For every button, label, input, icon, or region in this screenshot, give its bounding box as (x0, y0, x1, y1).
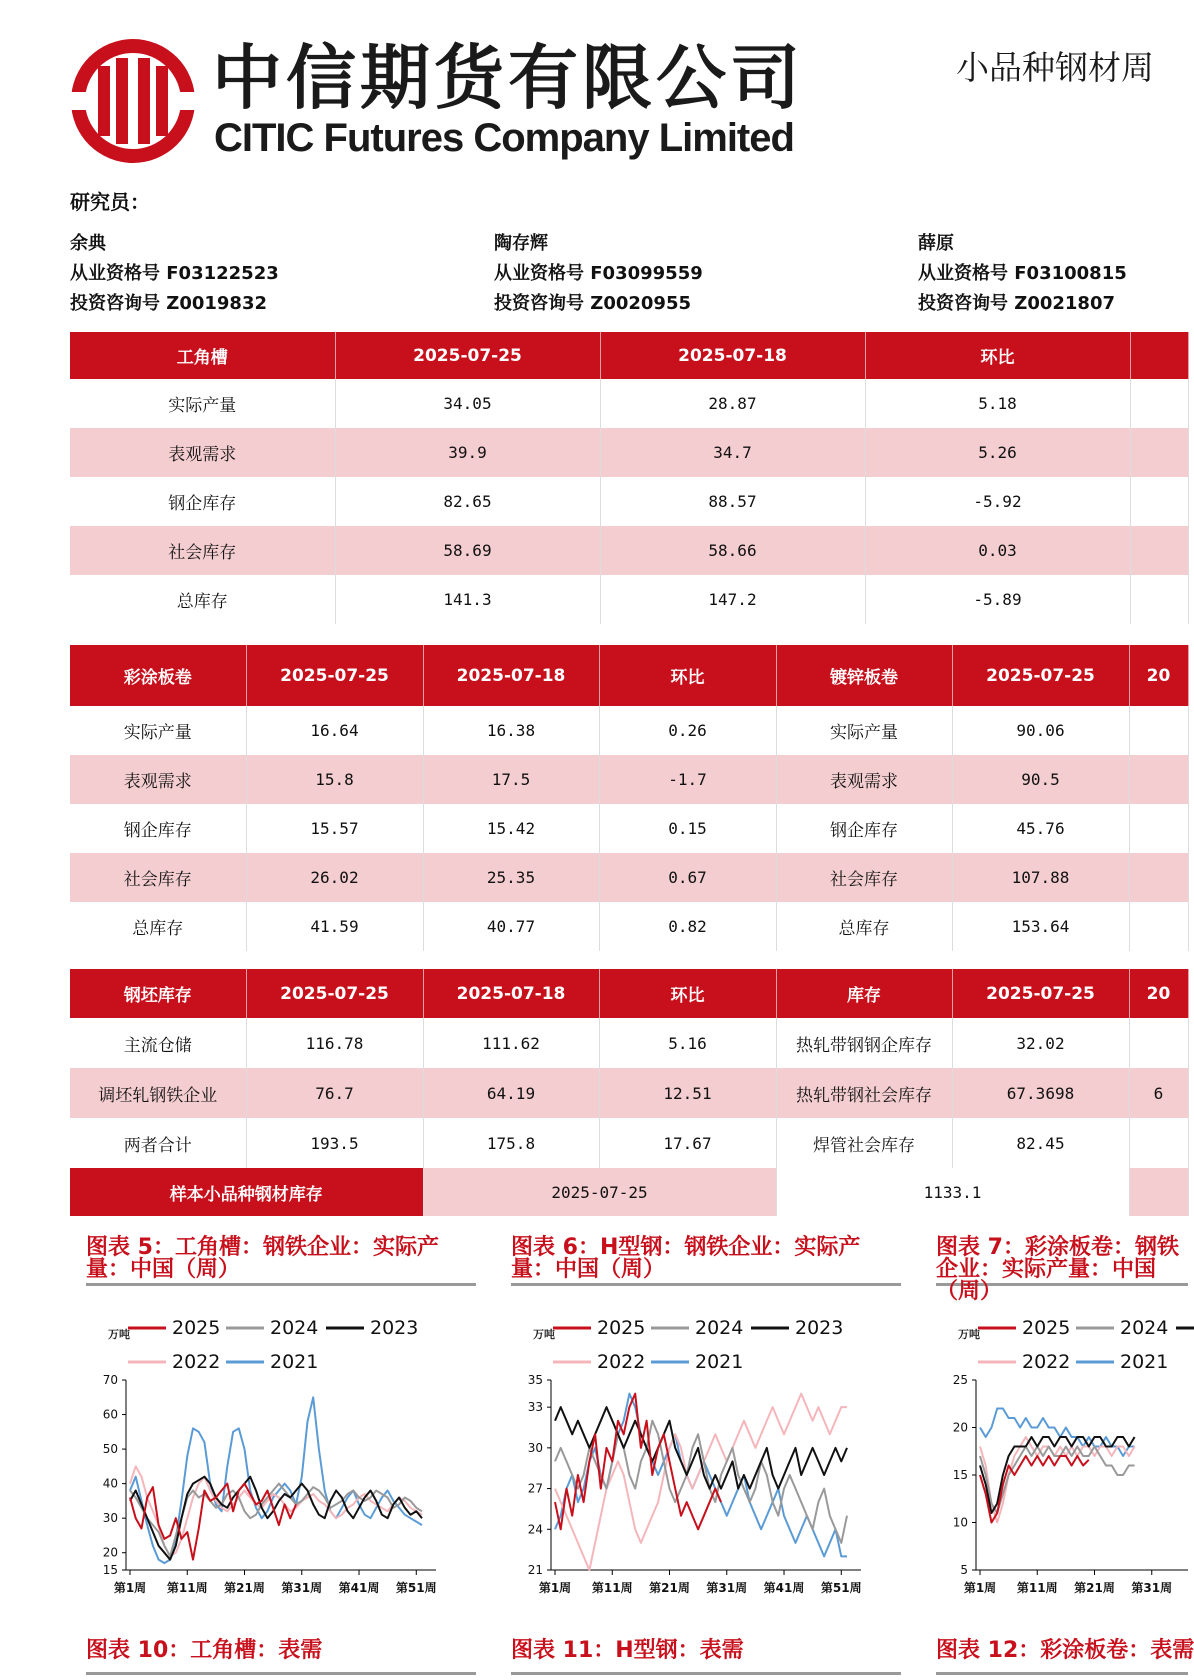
table-billet-inventory (70, 969, 1189, 1216)
table-cell: 28.87 (600, 379, 865, 428)
table-row (70, 526, 1188, 575)
series-line-2025 (980, 1456, 1089, 1523)
table-header-cell: 彩涂板卷 (70, 645, 246, 706)
chart-title: 图表 5：工角槽：钢铁企业：实际产量：中国（周） (86, 1237, 476, 1286)
axis-unit: 万吨 (958, 1328, 980, 1341)
x-tick-label: 第21周 (224, 1581, 265, 1595)
legend-label: 2022 (1022, 1351, 1071, 1373)
chart-title: 图表 11：H型钢：表需 (511, 1638, 901, 1675)
table-cell: 39.9 (335, 428, 600, 477)
row-label: 焊管社会库存 (776, 1118, 952, 1168)
table-row (70, 706, 1188, 755)
table-header-cell: 工角槽 (70, 332, 335, 379)
series-line-2025 (555, 1394, 721, 1530)
table-cell: 147.2 (600, 575, 865, 624)
table-header-cell: 环比 (599, 969, 776, 1018)
x-tick-label: 第21周 (649, 1581, 690, 1595)
table-cell: 175.8 (423, 1118, 599, 1168)
table-header-cell: 钢坯库存 (70, 969, 246, 1018)
y-tick-label: 5 (960, 1563, 968, 1577)
researcher-card (70, 229, 279, 319)
x-tick-label: 第41周 (763, 1581, 805, 1595)
row-label: 总库存 (70, 902, 246, 951)
table-header-cell: 镀锌板卷 (776, 645, 952, 706)
table-row (70, 755, 1188, 804)
row-label: 两者合计 (70, 1118, 246, 1168)
table-row (70, 853, 1188, 902)
table-cell: 17.5 (423, 755, 599, 804)
y-tick-label: 15 (952, 1468, 968, 1482)
table-row (70, 477, 1188, 526)
table-row (70, 804, 1188, 853)
researcher-card (494, 229, 703, 319)
series-line-2022 (555, 1394, 847, 1570)
table-cell: 12.51 (599, 1068, 776, 1118)
chart-title: 图表 10：工角槽：表需 (86, 1638, 476, 1675)
x-tick-label: 第51周 (820, 1581, 862, 1595)
table-header-cell: 环比 (865, 332, 1130, 379)
table-cell (1129, 1018, 1188, 1068)
table-cell (1130, 428, 1188, 477)
table-row (70, 1018, 1188, 1068)
table-cell: 193.5 (246, 1118, 423, 1168)
line-chart (511, 1300, 901, 1610)
table-cell: 17.67 (599, 1118, 776, 1168)
row-label: 社会库存 (70, 853, 246, 902)
chart-title: 图表 7：彩涂板卷：钢铁企业：实际产量：中国（周） (936, 1237, 1188, 1286)
x-tick-label: 第41周 (338, 1581, 380, 1595)
table-header-cell: 20 (1129, 969, 1188, 1018)
table-header-cell (1130, 332, 1188, 379)
table-cell (1130, 526, 1188, 575)
researcher-consult-id: 投资咨询号 Z0021807 (918, 293, 1115, 314)
table-cell: -5.89 (865, 575, 1130, 624)
researcher-qualification: 从业资格号 F03100815 (918, 263, 1127, 284)
row-label: 社会库存 (776, 853, 952, 902)
table-cell: 5.16 (599, 1018, 776, 1068)
x-tick-label: 第11周 (166, 1581, 208, 1595)
row-label: 主流仓储 (70, 1018, 246, 1068)
y-tick-label: 33 (527, 1400, 543, 1415)
table-cell: 16.64 (246, 706, 423, 755)
x-tick-label: 第1周 (963, 1581, 997, 1595)
row-label: 表观需求 (70, 755, 246, 804)
table-cell: 32.02 (952, 1018, 1129, 1068)
table-cell (1129, 804, 1188, 853)
citic-logo (68, 36, 198, 166)
table-header-cell: 库存 (776, 969, 952, 1018)
table-angle-channel (70, 332, 1189, 624)
table-cell (1129, 1118, 1188, 1168)
researcher-card (918, 229, 1127, 319)
line-chart (936, 1300, 1188, 1610)
row-label: 调坯轧钢铁企业 (70, 1068, 246, 1118)
table-cell: 0.82 (599, 902, 776, 951)
table-cell: 58.66 (600, 526, 865, 575)
table-cell: 40.77 (423, 902, 599, 951)
table-cell: -1.7 (599, 755, 776, 804)
table-cell: -5.92 (865, 477, 1130, 526)
y-tick-label: 30 (102, 1511, 118, 1526)
row-label: 实际产量 (70, 706, 246, 755)
table-cell (1129, 755, 1188, 804)
chart-title: 图表 6：H型钢：钢铁企业：实际产量：中国（周） (511, 1237, 901, 1286)
legend-label: 2024 (270, 1317, 319, 1339)
table-cell: 15.57 (246, 804, 423, 853)
table-row (70, 902, 1188, 951)
row-label: 热轧带钢社会库存 (776, 1068, 952, 1118)
table-row (70, 1068, 1188, 1118)
x-tick-label: 第51周 (395, 1581, 437, 1595)
table-header-row (70, 645, 1188, 706)
table-cell: 116.78 (246, 1018, 423, 1068)
document-title: 小品种钢材周 (956, 48, 1154, 87)
series-line-2022 (980, 1437, 1135, 1523)
legend-label: 2023 (370, 1317, 419, 1339)
y-tick-label: 30 (527, 1440, 543, 1455)
researchers-heading: 研究员： (70, 190, 150, 214)
legend-label: 2023 (795, 1317, 844, 1339)
table-cell (1130, 379, 1188, 428)
legend-label: 2021 (1120, 1351, 1169, 1373)
company-name-en: CITIC Futures Company Limited (214, 116, 794, 160)
table-header-cell: 环比 (599, 645, 776, 706)
summary-label: 样本小品种钢材库存 (70, 1168, 423, 1216)
legend-label: 2021 (695, 1351, 744, 1373)
legend-label: 2024 (1120, 1317, 1169, 1339)
y-tick-label: 21 (527, 1563, 543, 1577)
table-cell: 107.88 (952, 853, 1129, 902)
series-line-2021 (980, 1409, 1135, 1457)
x-tick-label: 第1周 (538, 1581, 572, 1595)
researcher-name: 陶存辉 (494, 233, 548, 254)
table-header-row (70, 969, 1188, 1018)
y-tick-label: 24 (527, 1522, 543, 1537)
legend-label: 2022 (172, 1351, 221, 1373)
table-cell (1129, 853, 1188, 902)
table-cell: 82.45 (952, 1118, 1129, 1168)
table-cell: 6 (1129, 1068, 1188, 1118)
table-header-cell: 2025-07-25 (952, 645, 1129, 706)
legend-label: 2025 (597, 1317, 646, 1339)
x-tick-label: 第11周 (591, 1581, 633, 1595)
researcher-qualification: 从业资格号 F03099559 (494, 263, 703, 284)
row-label: 总库存 (70, 575, 335, 624)
table-header-cell: 2025-07-18 (600, 332, 865, 379)
y-tick-label: 10 (952, 1515, 968, 1530)
table-cell: 0.26 (599, 706, 776, 755)
table-cell: 34.7 (600, 428, 865, 477)
researcher-name: 余典 (70, 233, 106, 254)
axis-unit: 万吨 (108, 1328, 130, 1341)
table-cell: 82.65 (335, 477, 600, 526)
y-tick-label: 20 (952, 1420, 968, 1435)
table-cell: 25.35 (423, 853, 599, 902)
researcher-consult-id: 投资咨询号 Z0020955 (494, 293, 691, 314)
summary-row (70, 1168, 1188, 1216)
x-tick-label: 第1周 (113, 1581, 147, 1595)
row-label: 实际产量 (70, 379, 335, 428)
table-cell: 41.59 (246, 902, 423, 951)
table-header-cell: 2025-07-25 (246, 969, 423, 1018)
table-row (70, 428, 1188, 477)
y-tick-label: 20 (102, 1545, 118, 1560)
line-chart (86, 1300, 476, 1610)
table-cell: 153.64 (952, 902, 1129, 951)
y-tick-label: 70 (102, 1373, 118, 1387)
x-tick-label: 第11周 (1016, 1581, 1058, 1595)
table-header-cell: 2025-07-25 (246, 645, 423, 706)
table-header-cell: 2025-07-25 (952, 969, 1129, 1018)
table-cell: 15.8 (246, 755, 423, 804)
table-row (70, 1118, 1188, 1168)
summary-extra (1129, 1168, 1188, 1216)
table-coated-galvanized (70, 645, 1189, 951)
row-label: 热轧带钢钢企库存 (776, 1018, 952, 1068)
table-cell: 64.19 (423, 1068, 599, 1118)
table-cell: 111.62 (423, 1018, 599, 1068)
researcher-consult-id: 投资咨询号 Z0019832 (70, 293, 267, 314)
row-label: 表观需求 (70, 428, 335, 477)
table-cell: 26.02 (246, 853, 423, 902)
x-tick-label: 第31周 (706, 1581, 748, 1595)
legend-label: 2025 (1022, 1317, 1071, 1339)
series-line-2021 (130, 1397, 422, 1563)
table-cell: 76.7 (246, 1068, 423, 1118)
table-header-cell: 2025-07-18 (423, 969, 599, 1018)
legend-label: 2025 (172, 1317, 221, 1339)
table-header-cell: 20 (1129, 645, 1188, 706)
table-row (70, 379, 1188, 428)
row-label: 社会库存 (70, 526, 335, 575)
table-cell (1129, 902, 1188, 951)
y-tick-label: 35 (527, 1373, 543, 1387)
table-cell: 88.57 (600, 477, 865, 526)
y-tick-label: 27 (527, 1481, 543, 1496)
x-tick-label: 第21周 (1074, 1581, 1115, 1595)
table-header-row (70, 332, 1188, 379)
table-cell: 0.15 (599, 804, 776, 853)
table-cell (1129, 706, 1188, 755)
y-tick-label: 15 (102, 1563, 118, 1577)
company-name-cn: 中信期货有限公司 (212, 36, 804, 119)
y-tick-label: 60 (102, 1407, 118, 1422)
table-row (70, 575, 1188, 624)
table-cell: 141.3 (335, 575, 600, 624)
table-cell (1130, 575, 1188, 624)
legend-label: 2021 (270, 1351, 319, 1373)
table-cell: 67.3698 (952, 1068, 1129, 1118)
table-cell: 16.38 (423, 706, 599, 755)
row-label: 钢企库存 (70, 804, 246, 853)
row-label: 钢企库存 (776, 804, 952, 853)
y-tick-label: 50 (102, 1442, 118, 1457)
row-label: 总库存 (776, 902, 952, 951)
researcher-name: 薛原 (918, 233, 954, 254)
table-cell: 15.42 (423, 804, 599, 853)
chart-title: 图表 12：彩涂板卷：表需 (936, 1638, 1188, 1675)
table-cell: 34.05 (335, 379, 600, 428)
row-label: 钢企库存 (70, 477, 335, 526)
axis-unit: 万吨 (533, 1328, 555, 1341)
table-header-cell: 2025-07-18 (423, 645, 599, 706)
table-header-cell: 2025-07-25 (335, 332, 600, 379)
row-label: 实际产量 (776, 706, 952, 755)
row-label: 表观需求 (776, 755, 952, 804)
table-cell: 0.67 (599, 853, 776, 902)
legend-label: 2024 (695, 1317, 744, 1339)
table-cell: 5.18 (865, 379, 1130, 428)
y-tick-label: 40 (102, 1476, 118, 1491)
x-tick-label: 第31周 (1131, 1581, 1173, 1595)
researcher-qualification: 从业资格号 F03122523 (70, 263, 279, 284)
table-cell: 45.76 (952, 804, 1129, 853)
table-cell: 58.69 (335, 526, 600, 575)
table-cell: 90.5 (952, 755, 1129, 804)
y-tick-label: 25 (952, 1373, 968, 1387)
table-cell: 90.06 (952, 706, 1129, 755)
summary-value: 1133.1 (776, 1168, 1129, 1216)
summary-date: 2025-07-25 (423, 1168, 776, 1216)
table-cell (1130, 477, 1188, 526)
legend-label: 2022 (597, 1351, 646, 1373)
table-cell: 5.26 (865, 428, 1130, 477)
table-cell: 0.03 (865, 526, 1130, 575)
x-tick-label: 第31周 (281, 1581, 323, 1595)
